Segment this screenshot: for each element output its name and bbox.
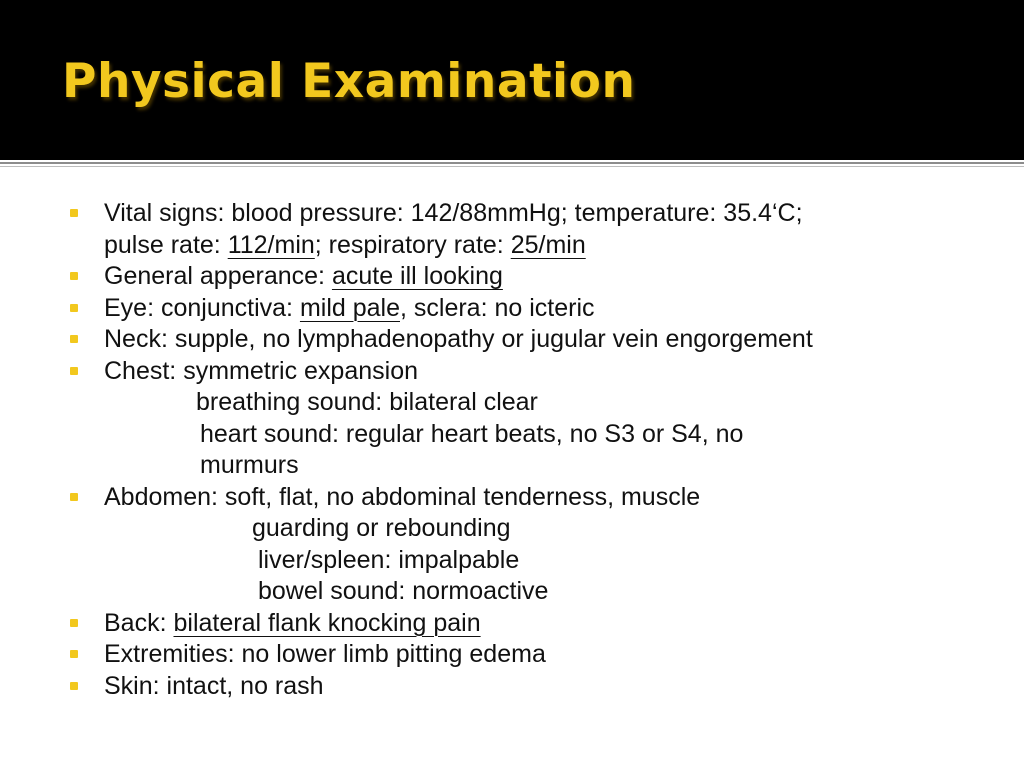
list-item-chest bbox=[0, 356, 1024, 388]
general-text bbox=[104, 261, 503, 293]
chest-sub-line bbox=[0, 387, 1024, 419]
chest-sub-line bbox=[0, 450, 1024, 482]
pulse-label: pulse rate: bbox=[104, 230, 228, 259]
vital-signs-text: Vital signs: blood pressure: 142/88mmHg; temperature: 35.4‘C; bbox=[104, 199, 803, 227]
bullet-icon bbox=[70, 619, 78, 627]
list-item-vital-signs bbox=[0, 198, 1024, 230]
divider-line-thin bbox=[0, 166, 1024, 167]
bullet-icon bbox=[70, 493, 78, 501]
back-label: Back: bbox=[104, 608, 174, 637]
chest-text: Chest: symmetric expansion bbox=[104, 356, 419, 385]
general-label: General apperance: bbox=[104, 262, 332, 290]
list-item-skin bbox=[0, 671, 1024, 703]
abdomen-guarding-text: guarding or rebounding bbox=[252, 514, 511, 542]
back-text bbox=[104, 608, 481, 640]
list-item-general bbox=[0, 261, 1024, 293]
bullet-icon bbox=[70, 272, 78, 280]
abdomen-bowel-text: bowel sound: normoactive bbox=[258, 577, 549, 605]
list-item-extremities bbox=[0, 639, 1024, 671]
list-item-back bbox=[0, 608, 1024, 640]
list-item-neck bbox=[0, 324, 1024, 356]
divider-line bbox=[0, 162, 1024, 164]
bullet-icon bbox=[70, 650, 78, 658]
abdomen-liver-text: liver/spleen: impalpable bbox=[258, 545, 520, 574]
list-item-eye bbox=[0, 293, 1024, 325]
abdomen-sub-line bbox=[0, 545, 1024, 577]
chest-heart-text: heart sound: regular heart beats, no S3 or S4, no bbox=[200, 419, 744, 448]
skin-text: Skin: intact, no rash bbox=[104, 671, 324, 700]
bullet-icon bbox=[70, 304, 78, 312]
list-item-vital-signs-cont bbox=[0, 230, 1024, 262]
slide-title: Physical Examination bbox=[62, 54, 636, 109]
resp-label: ; respiratory rate: bbox=[314, 230, 511, 259]
resp-value: 25/min bbox=[510, 230, 586, 259]
chest-murmurs-text: murmurs bbox=[200, 451, 299, 479]
eye-text bbox=[104, 293, 595, 325]
bullet-list bbox=[0, 198, 1024, 702]
abdomen-text: Abdomen: soft, flat, no abdominal tenderness, muscle bbox=[104, 482, 701, 511]
chest-breathing-text: breathing sound: bilateral clear bbox=[196, 388, 538, 416]
general-value: acute ill looking bbox=[331, 262, 503, 290]
bullet-icon bbox=[70, 335, 78, 343]
abdomen-sub-line bbox=[0, 513, 1024, 545]
bullet-icon bbox=[70, 367, 78, 375]
eye-value: mild pale bbox=[299, 293, 400, 322]
neck-text: Neck: supple, no lymphadenopathy or jugular vein engorgement bbox=[104, 325, 813, 353]
extremities-text: Extremities: no lower limb pitting edema bbox=[104, 640, 546, 668]
eye-suffix: , sclera: no icteric bbox=[400, 293, 595, 322]
abdomen-sub-line bbox=[0, 576, 1024, 608]
pulse-value: 112/min bbox=[227, 230, 315, 259]
bullet-icon bbox=[70, 209, 78, 217]
eye-label: Eye: conjunctiva: bbox=[104, 293, 300, 322]
back-value: bilateral flank knocking pain bbox=[173, 608, 481, 637]
chest-sub-line bbox=[0, 419, 1024, 451]
title-banner bbox=[0, 0, 1024, 160]
vital-signs-text-cont bbox=[104, 230, 586, 262]
list-item-abdomen bbox=[0, 482, 1024, 514]
bullet-icon bbox=[70, 682, 78, 690]
